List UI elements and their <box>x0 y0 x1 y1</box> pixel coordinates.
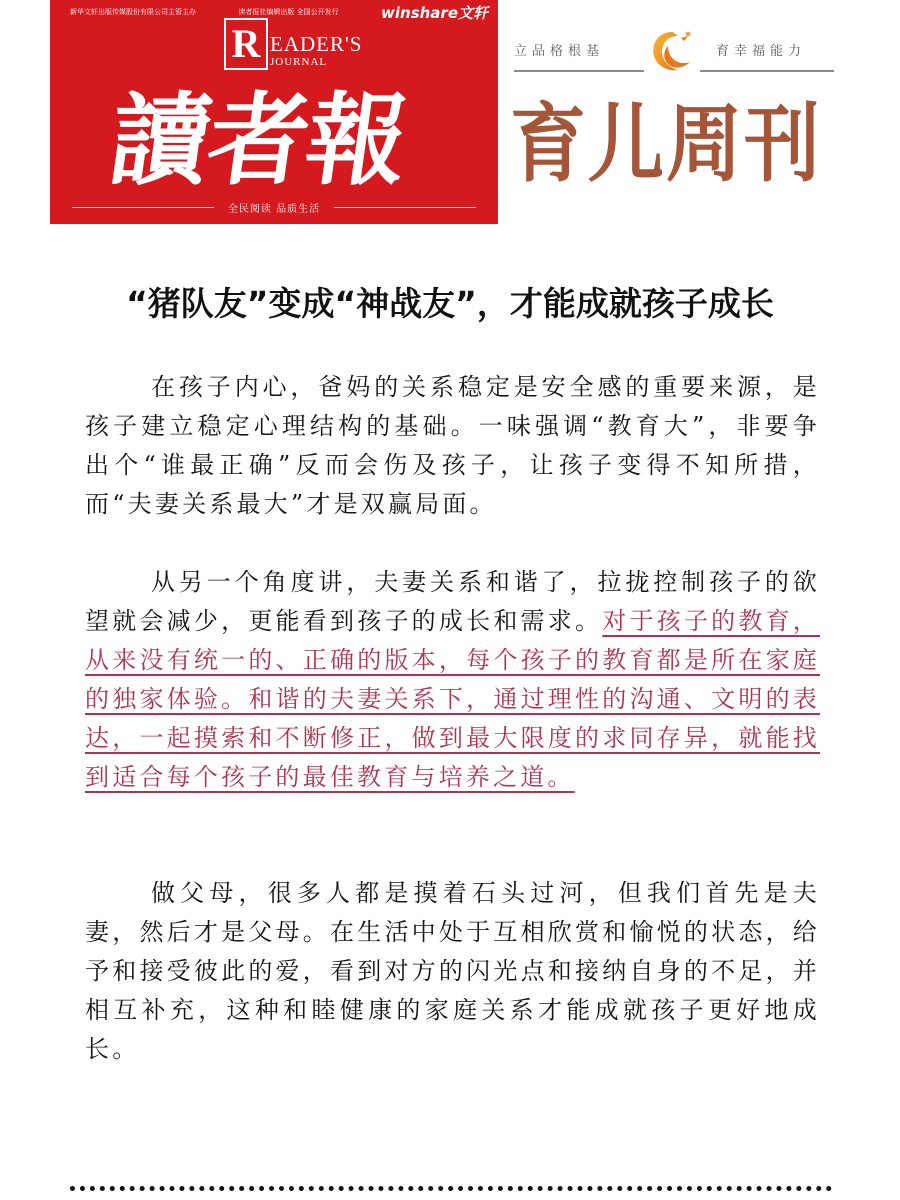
article-paragraph-1 <box>85 368 820 524</box>
masthead-slogan-row <box>72 198 476 216</box>
parenting-weekly-logo-icon <box>648 28 698 74</box>
masthead-info-row <box>70 3 488 22</box>
parenting-weekly-tagline <box>514 28 834 70</box>
article-paragraph-3 <box>85 874 820 1069</box>
publisher-note: 新华文轩出版传媒股份有限公司主管主办 <box>70 8 196 16</box>
paragraph-2-text: 从另一个角度讲，夫妻关系和谐了，拉拢控制孩子的欲望就会减少，更能看到孩子的成长和需求。 <box>85 568 820 635</box>
logo-r-letter: R <box>224 18 268 70</box>
readers-journal-chinese-name: 讀者報 <box>102 81 414 199</box>
tagline-underline-left <box>514 70 644 72</box>
slogan-divider-right <box>334 207 476 208</box>
parenting-weekly-title: 育儿周刊 <box>510 93 822 194</box>
paragraph-1-text: 在孩子内心，爸妈的关系稳定是安全感的重要来源，是孩子建立稳定心理结构的基础。一味强调“教育大”，非要争出个“谁最正确”反而会伤及孩子，让孩子变得不知所措，而“夫妻关系最大”才是双赢局面。 <box>85 373 820 518</box>
masthead-slogan: 全民阅读 品质生活 <box>227 203 321 215</box>
winshare-logo: winshare文轩 <box>381 3 488 22</box>
tagline-left: 立品格根基 <box>514 44 605 59</box>
issue-note: 读者报社编辑出版 全国公开发行 <box>238 8 339 16</box>
bottom-dotted-divider <box>70 1186 832 1191</box>
slogan-divider-left <box>72 207 214 208</box>
article-title: “猪队友”变成“神战友”，才能成就孩子成长 <box>126 284 774 323</box>
paragraph-2-highlight: 对于孩子的教育，从来没有统一的、正确的版本，每个孩子的教育都是所在家庭的独家体验。和谐的夫妻关系下，通过理性的沟通、文明的表达，一起摸索和不断修正，做到最大限度的求同存异，就能找到适合每个孩子的最佳教育与培养之道。 <box>85 607 820 791</box>
parenting-weekly-header <box>510 18 836 194</box>
article-paragraph-2 <box>85 563 820 797</box>
tagline-underline-right <box>700 70 834 72</box>
logo-eaders-text: EADER'S <box>270 32 363 56</box>
readers-journal-masthead <box>50 0 498 224</box>
paragraph-3-text: 做父母，很多人都是摸着石头过河，但我们首先是夫妻，然后才是父母。在生活中处于互相欣赏和愉悦的状态，给予和接受彼此的爱，看到对方的闪光点和接纳自身的不足，并相互补充，这种和睦健康的家庭关系才能成就孩子更好地成长。 <box>85 879 820 1063</box>
logo-journal-text: JOURNAL <box>270 56 328 68</box>
tagline-right: 育幸福能力 <box>716 44 807 59</box>
